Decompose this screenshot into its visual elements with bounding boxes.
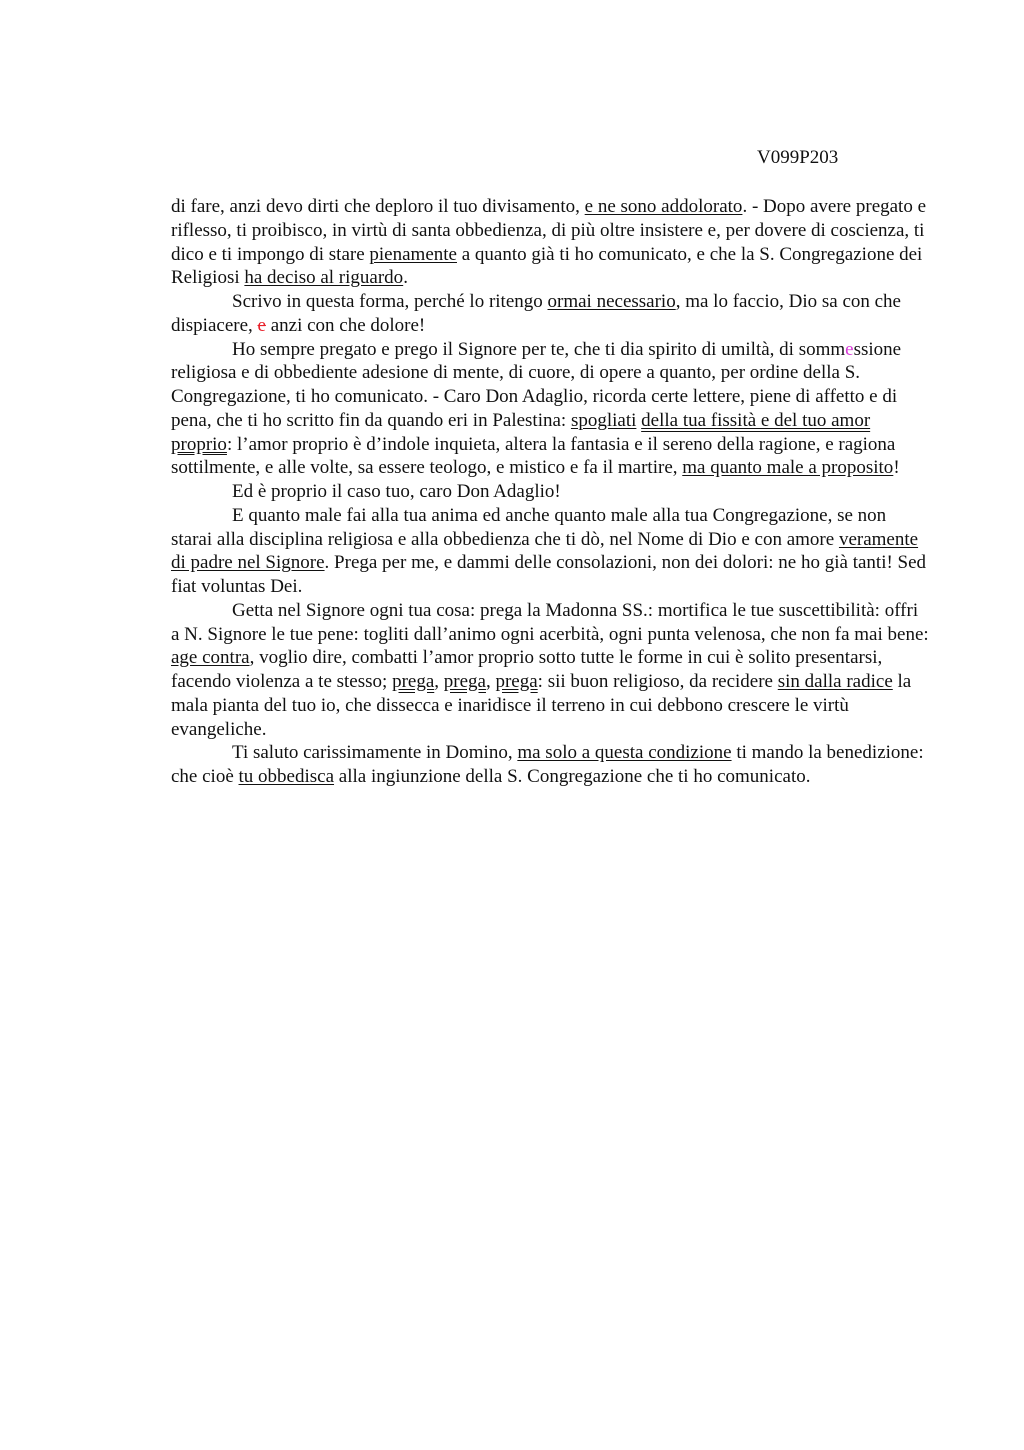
text-run: : l’amor proprio è d’indole inquieta, altera la fantasia e il sereno della ragione, e ragiona sottilmente, e alle volte, sa essere teologo, e mistico e fa il martire, xyxy=(171,433,896,479)
underlined-text: ha deciso al riguardo xyxy=(244,267,404,289)
text-run: . - Dopo avere pregato e riflesso, ti proibisco, in virtù di santa obbedienza, di più oltre insistere e, per dovere di coscienza, ti dico e ti impongo di stare xyxy=(171,196,927,265)
underlined-text: tu obbedisca xyxy=(238,766,335,787)
text-run: ti mando la benedizione: che cioè xyxy=(171,742,924,787)
paragraph xyxy=(171,290,931,338)
underlined-text: e ne sono addolorato xyxy=(584,196,743,217)
text-run: alla ingiunzione della S. Congregazione che ti ho comunicato. xyxy=(334,766,811,787)
text-run: , voglio dire, combatti l’amor proprio sotto tutte le forme in cui è solito presentarsi, facendo violenza a te stesso; xyxy=(171,647,883,692)
text-run: di fare, anzi devo dirti che deploro il tuo divisamento, xyxy=(171,196,585,217)
text-run: Scrivo in questa forma, perché lo ritengo xyxy=(232,291,548,312)
underlined-text: sin dalla radice xyxy=(777,671,893,692)
text-run: E quanto male fai alla tua anima ed anche quanto male alla tua Congregazione, se non starai alla disciplina religiosa e alla obbedienza che ti dò, nel Nome di Dio e con amore xyxy=(171,504,887,550)
paragraph xyxy=(171,338,931,481)
text-run: ssione religiosa e di obbediente adesione di mente, di cuore, di opere a quanto, per ordine della S. Congregazione, ti ho comunicato. - Caro Don Adaglio, ricorda certe lettere, piene di affetto e di pena, che ti ho scritto fin da quando eri in Palestina: xyxy=(171,338,902,431)
underlined-text: ormai necessario xyxy=(547,291,676,312)
text-run: Ed è proprio il caso tuo, caro Don Adaglio! xyxy=(232,481,561,502)
text-run: Ti saluto carissimamente in Domino, xyxy=(232,742,518,764)
underlined-text: veramente di padre nel Signore xyxy=(171,528,919,574)
text-run: : sii buon religioso, da recidere xyxy=(537,671,778,692)
text-run: Getta nel Signore ogni tua cosa: prega la Madonna SS.: mortifica le tue suscettibilità: offri a N. Signore le tue pene: togliti dall’animo ogni acerbità, ogni punta velenosa, che non fa mai bene: xyxy=(171,599,929,645)
text-run: , ma lo faccio, Dio sa con che dispiacere, xyxy=(171,291,901,336)
text-run: la mala pianta del tuo io, che dissecca e inaridisce il terreno in cui debbono crescere le virtù evangeliche. xyxy=(171,671,912,740)
paragraph xyxy=(171,480,931,504)
double-underlined-text: prega xyxy=(495,671,538,692)
double-underlined-text: della tua fissità e del tuo amor proprio xyxy=(171,409,871,455)
paragraph xyxy=(171,504,931,599)
deleted-correction: e xyxy=(257,314,266,336)
underlined-text: spogliati xyxy=(570,409,637,431)
paragraph xyxy=(171,195,931,290)
text-run: anzi con che dolore! xyxy=(265,314,426,336)
text-run: , xyxy=(485,671,496,692)
text-run: a quanto già ti ho comunicato, e che la S. Congregazione dei Religiosi xyxy=(171,243,923,289)
letter-body xyxy=(171,195,931,789)
text-run: ! xyxy=(893,457,900,479)
text-run: Ho sempre pregato e prego il Signore per te, che ti dia spirito di umiltà, di somm xyxy=(232,338,846,360)
double-underlined-text: prega xyxy=(443,671,486,692)
underlined-text: ma quanto male a proposito xyxy=(682,457,894,479)
text-run: . Prega per me, e dammi delle consolazioni, non dei dolori: ne ho già tanti! Sed fiat voluntas Dei. xyxy=(171,552,927,597)
text-run: , xyxy=(434,671,444,692)
inserted-correction: e xyxy=(845,338,854,360)
paragraph xyxy=(171,741,931,789)
text-run: . xyxy=(403,267,408,289)
underlined-text: pienamente xyxy=(369,243,457,265)
paragraph xyxy=(171,599,931,742)
underlined-text: ma solo a questa condizione xyxy=(517,742,732,764)
double-underlined-text: prega xyxy=(392,671,435,692)
underlined-text: age contra xyxy=(171,647,250,669)
page-code: V099P203 xyxy=(757,147,839,168)
